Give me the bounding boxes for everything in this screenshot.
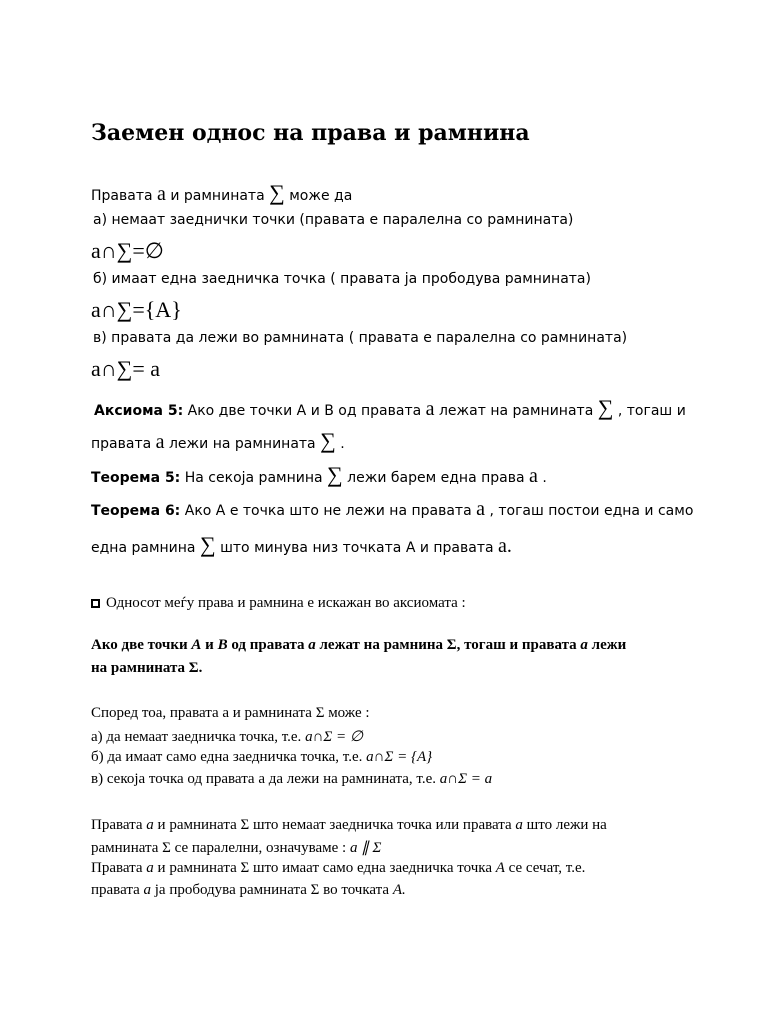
line-symbol-a: a bbox=[146, 817, 154, 833]
page-title: Заемен однос на права и рамнина bbox=[91, 120, 530, 146]
section2-intro-text: Односот меѓу права и рамнина е искажан во аксиомата : bbox=[106, 595, 466, 611]
sum-symbol: ∑ bbox=[269, 180, 285, 205]
intro-line bbox=[91, 180, 352, 206]
formula: a∩Σ = {A} bbox=[366, 749, 433, 765]
case-a-text: а) немаат заеднички точки (правата е паралелна со рамнината) bbox=[93, 212, 574, 228]
theorem6-line-1 bbox=[91, 498, 693, 521]
line-symbol-a: а bbox=[157, 183, 166, 205]
sum-symbol: ∑ bbox=[320, 428, 336, 453]
theorem5-line bbox=[91, 462, 547, 488]
axiom-text: од правата bbox=[231, 637, 305, 653]
section2-intro bbox=[91, 595, 466, 612]
section2-line-3 bbox=[91, 749, 432, 766]
intro-text-2: и рамнината bbox=[170, 188, 265, 204]
axiom5-line-1 bbox=[94, 395, 686, 421]
case-b-formula: a∩∑={A} bbox=[91, 297, 182, 322]
point-A: A bbox=[191, 637, 202, 653]
intro-text-1: Правата bbox=[91, 188, 153, 204]
theorem5-text: . bbox=[542, 470, 547, 486]
case-a-formula: a∩∑=∅ bbox=[91, 238, 164, 263]
theorem6-text: Ако А е точка што не лежи на правата bbox=[184, 503, 472, 519]
formula: a∩Σ = a bbox=[439, 771, 493, 787]
line-symbol-a: а bbox=[425, 398, 435, 420]
section2-axiom-line-2: на рамнината Σ. bbox=[91, 660, 203, 676]
line-symbol-a: а bbox=[476, 498, 485, 520]
axiom5-label: Аксиома 5: bbox=[94, 403, 184, 419]
line-symbol-a: a bbox=[143, 882, 151, 898]
theorem6-text: една рамнина bbox=[91, 540, 196, 556]
theorem5-text: лежи барем една права bbox=[347, 470, 525, 486]
intro-text-3: може да bbox=[289, 188, 353, 204]
line-symbol-a: a bbox=[146, 860, 154, 876]
axiom-text: и bbox=[205, 637, 214, 653]
section2-para2-line-1 bbox=[91, 860, 585, 877]
case-b-text: б) имаат една заедничка точка ( правата ја прободува рамнината) bbox=[93, 271, 591, 287]
line-symbol-a: а bbox=[155, 431, 165, 453]
axiom-text: Ако две точки bbox=[91, 637, 188, 653]
line-symbol-a: a bbox=[580, 637, 588, 653]
para-text: правата bbox=[91, 882, 140, 898]
sum-symbol: ∑ bbox=[199, 532, 216, 557]
axiom-text: лежи bbox=[591, 637, 627, 653]
axiom5-text: правата bbox=[91, 436, 152, 452]
para-text: Правата bbox=[91, 817, 143, 833]
para-text: ја прободува рамнината Σ во точката bbox=[154, 882, 390, 898]
para-text: рамнината Σ се паралелни, означуваме : bbox=[91, 840, 347, 856]
section2-line-4 bbox=[91, 771, 492, 788]
point-A: A. bbox=[392, 882, 406, 898]
para-text: и рамнината Σ што имаат само една заедничка точка bbox=[157, 860, 492, 876]
case-c-formula: a∩∑= a bbox=[91, 356, 161, 381]
axiom5-text: Ако две точки А и В од правата bbox=[187, 403, 422, 419]
theorem6-label: Теорема 6: bbox=[91, 503, 181, 519]
case-c-text: в) правата да лежи во рамнината ( правата е паралелна со рамнината) bbox=[93, 330, 628, 346]
sum-symbol: ∑ bbox=[327, 462, 343, 487]
section2-para1-line-2 bbox=[91, 838, 381, 857]
theorem5-label: Теорема 5: bbox=[91, 470, 181, 486]
theorem6-line-2 bbox=[91, 532, 512, 558]
theorem6-text: , тогаш постои една и само bbox=[489, 503, 694, 519]
line-symbol-a: а. bbox=[498, 535, 512, 557]
theorem5-text: На секоја рамнина bbox=[184, 470, 323, 486]
axiom-text: лежат на рамнина Σ, тогаш и правата bbox=[319, 637, 577, 653]
axiom5-text: лежи на рамнината bbox=[168, 436, 316, 452]
formula: a∩Σ = ∅ bbox=[305, 729, 363, 745]
axiom5-text: лежат на рамнината bbox=[438, 403, 594, 419]
theorem6-text: што минува низ точката А и правата bbox=[220, 540, 494, 556]
square-bullet-icon bbox=[91, 599, 100, 608]
axiom5-text: . bbox=[340, 436, 345, 452]
formula: a ∥ Σ bbox=[349, 840, 382, 856]
section2-para1-line-1 bbox=[91, 817, 607, 834]
point-B: B bbox=[217, 637, 228, 653]
para-text: што лежи на bbox=[526, 817, 607, 833]
section2-text: в) секоја точка од правата а да лежи на рамнината, т.е. bbox=[91, 771, 436, 787]
section2-axiom-line-1 bbox=[91, 637, 626, 654]
point-A: A bbox=[495, 860, 505, 876]
axiom5-line-2 bbox=[91, 428, 345, 454]
section2-text: а) да немаат заедничка точка, т.е. bbox=[91, 729, 302, 745]
axiom5-text: , тогаш и bbox=[617, 403, 686, 419]
section2-text: б) да имаат само една заедничка точка, т.е. bbox=[91, 749, 363, 765]
line-symbol-a: a bbox=[515, 817, 523, 833]
para-text: Правата bbox=[91, 860, 143, 876]
section2-line-1: Според тоа, правата а и рамнината Σ може : bbox=[91, 705, 370, 721]
section2-line-2 bbox=[91, 727, 363, 746]
line-symbol-a: а bbox=[529, 465, 538, 487]
section2-para2-line-2 bbox=[91, 882, 406, 899]
line-symbol-a: a bbox=[308, 637, 316, 653]
sum-symbol: ∑ bbox=[597, 395, 614, 420]
para-text: се сечат, т.е. bbox=[508, 860, 586, 876]
para-text: и рамнината Σ што немаат заедничка точка или правата bbox=[157, 817, 512, 833]
